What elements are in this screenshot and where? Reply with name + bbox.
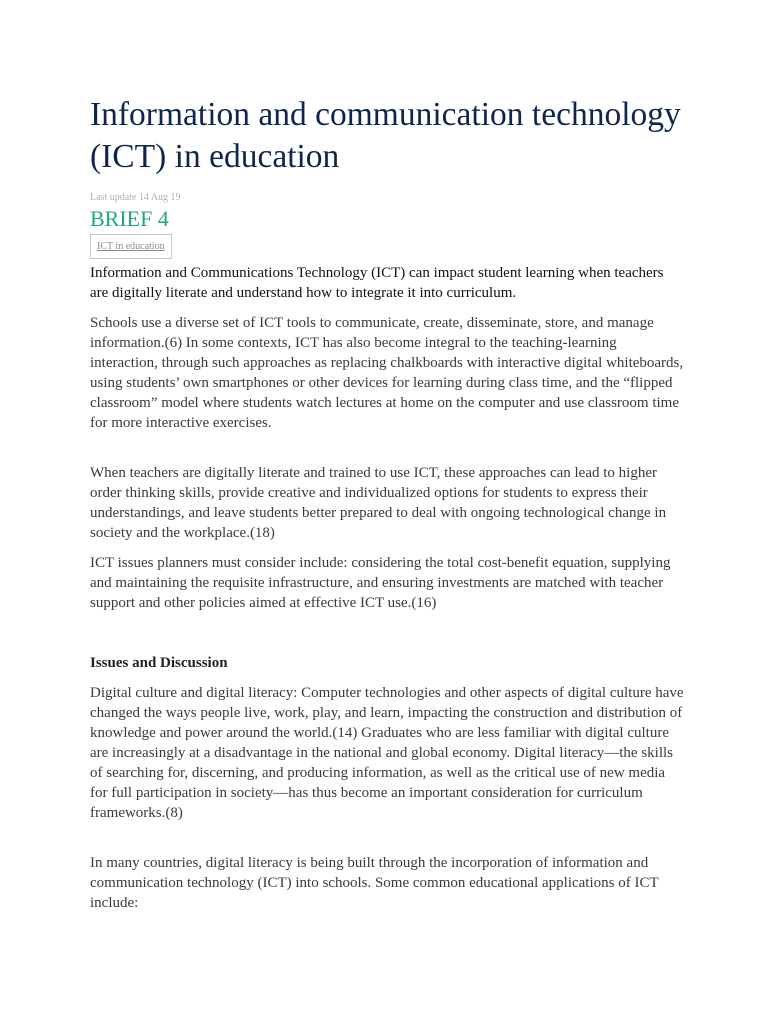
body-paragraph-2: When teachers are digitally literate and trained to use ICT, these approaches can lead to higher order thinking skills, provide creative and individualized options for students to express their understandings, and leave students better prepared to deal with ongoing technological change in society and the workplace.(18) <box>90 465 667 541</box>
tag-link-ict-in-education[interactable]: ICT in education <box>90 234 172 259</box>
section-paragraph-1: Digital culture and digital literacy: Computer technologies and other aspects of digital culture have changed the ways people live, work, play, and learn, impacting the construction and distribution of knowledge and power around the world.(14) Graduates who are less familiar with digital culture are increasingly at a disadvantage in the national and global economy. Digital literacy—the skills of searching for, discerning, and producing information, as well as the critical use of new media for full participation in society—has thus become an important consideration for curriculum frameworks.(8) <box>90 685 684 821</box>
brief-label: BRIEF 4 <box>90 206 169 231</box>
last-update-date: Last update 14 Aug 19 <box>90 192 181 203</box>
body-paragraph-1: Schools use a diverse set of ICT tools to communicate, create, disseminate, store, and manage information.(6) In some contexts, ICT has also become integral to the teaching-learning interaction, through such approaches as replacing chalkboards with interactive digital whiteboards, using students’ own smartphones or other devices for learning during class time, and the “flipped classroom” model where students watch lectures at home on the computer and use classroom time for more interactive exercises. <box>90 315 684 431</box>
body-paragraph-3: ICT issues planners must consider include: considering the total cost-benefit equation, supplying and maintaining the requisite infrastructure, and ensuring investments are matched with teacher support and other policies aimed at effective ICT use.(16) <box>90 555 671 611</box>
section-heading-issues: Issues and Discussion <box>90 655 228 671</box>
lead-paragraph: Information and Communications Technology (ICT) can impact student learning when teachers are digitally literate and understand how to integrate it into curriculum. <box>90 265 664 301</box>
section-paragraph-2: In many countries, digital literacy is being built through the incorporation of information and communication technology (ICT) into schools. Some common educational applications of ICT include: <box>90 855 659 911</box>
page-title: Information and communication technology (ICT) in education <box>90 96 681 175</box>
